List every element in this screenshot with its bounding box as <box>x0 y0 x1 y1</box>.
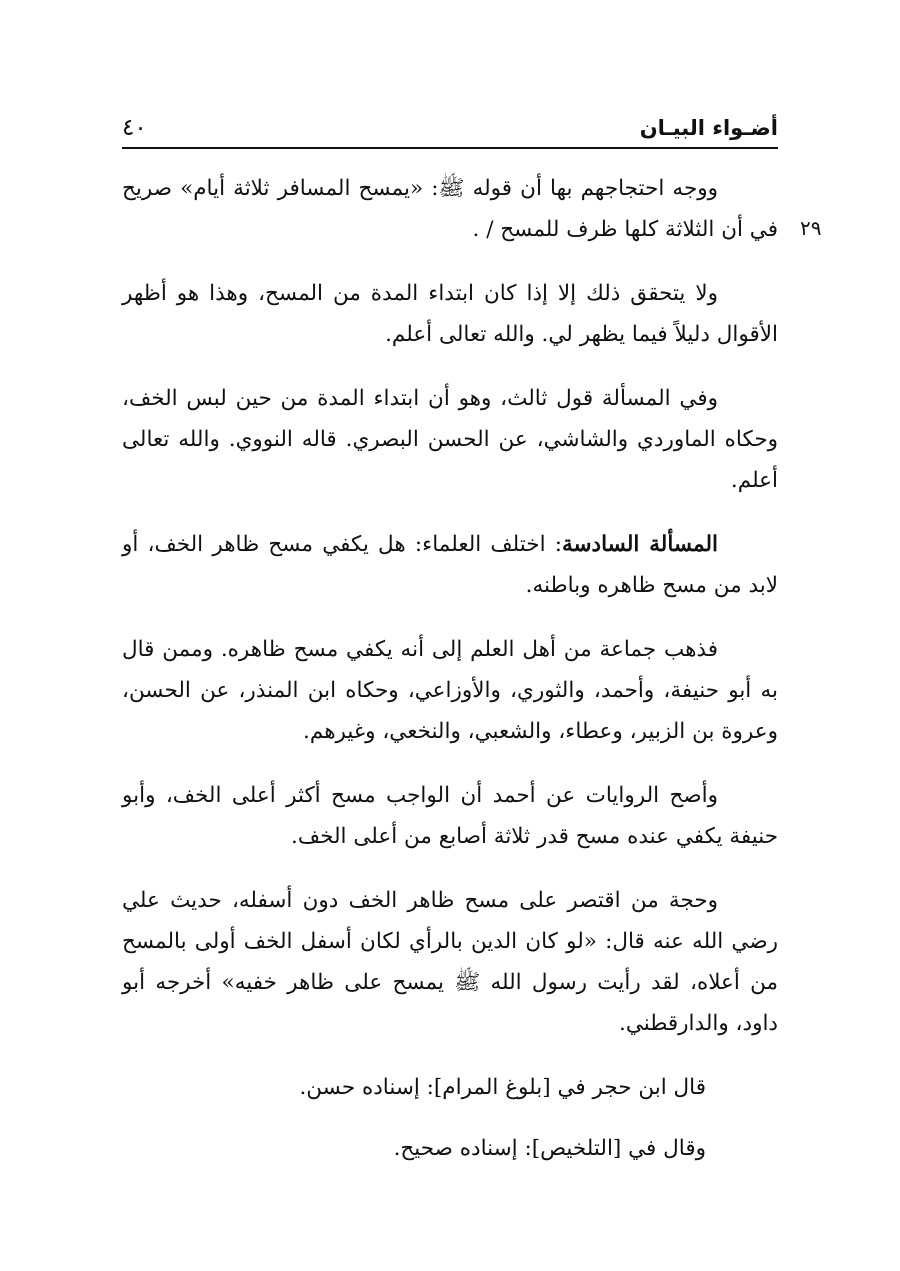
paragraph-5: فذهب جماعة من أهل العلم إلى أنه يكفي مسح ظاهره. وممن قال به أبو حنيفة، وأحمد، والثوري، والأوزاعي، وحكاه ابن المنذر، عن الحسن، وعروة بن الزبير، وعطاء، والشعبي، والنخعي، وغيرهم. <box>122 637 778 744</box>
section-label: المسألة السادسة <box>562 532 719 557</box>
paragraph-9: وقال في [التلخيص]: إسناده صحيح. <box>393 1136 706 1161</box>
paragraph-7: وحجة من اقتصر على مسح ظاهر الخف دون أسفله، حديث علي رضي الله عنه قال: «لو كان الدين بالرأي لكان أسفل الخف أولى بالمسح من أعلاه، لقد رأيت رسول الله ﷺ يمسح على ظاهر خفيه» أخرجه أبو داود، والدارقطني. <box>122 888 778 1036</box>
paragraph-2: ولا يتحقق ذلك إلا إذا كان ابتداء المدة من المسح، وهذا هو أظهر الأقوال دليلاً فيما يظهر لي. والله تعالى أعلم. <box>122 281 778 347</box>
page-number: ٤٠ <box>122 114 147 141</box>
margin-reference-number: ٢٩ <box>800 216 822 240</box>
header-rule <box>122 147 778 149</box>
page-header <box>122 108 778 148</box>
paragraph-6: وأصح الروايات عن أحمد أن الواجب مسح أكثر أعلى الخف، وأبو حنيفة يكفي عنده مسح قدر ثلاثة أصابع من أعلى الخف. <box>122 783 778 849</box>
paragraph-3: وفي المسألة قول ثالث، وهو أن ابتداء المدة من حين لبس الخف، وحكاه الماوردي والشاشي، عن الحسن البصري. قاله النووي. والله تعالى أعلم. <box>122 386 778 493</box>
paragraph-4 <box>122 524 778 606</box>
page-content <box>122 168 778 1189</box>
paragraph-1: ووجه احتجاجهم بها أن قوله ﷺ: «يمسح المسافر ثلاثة أيام» صريح في أن الثلاثة كلها ظرف للمسح / . <box>122 176 778 242</box>
running-title: أضـواء البيـان <box>639 115 778 140</box>
paragraph-8: قال ابن حجر في [بلوغ المرام]: إسناده حسن. <box>299 1075 706 1100</box>
paragraph-4-text: : اختلف العلماء: هل يكفي مسح ظاهر الخف، أو لابد من مسح ظاهره وباطنه. <box>122 532 778 598</box>
